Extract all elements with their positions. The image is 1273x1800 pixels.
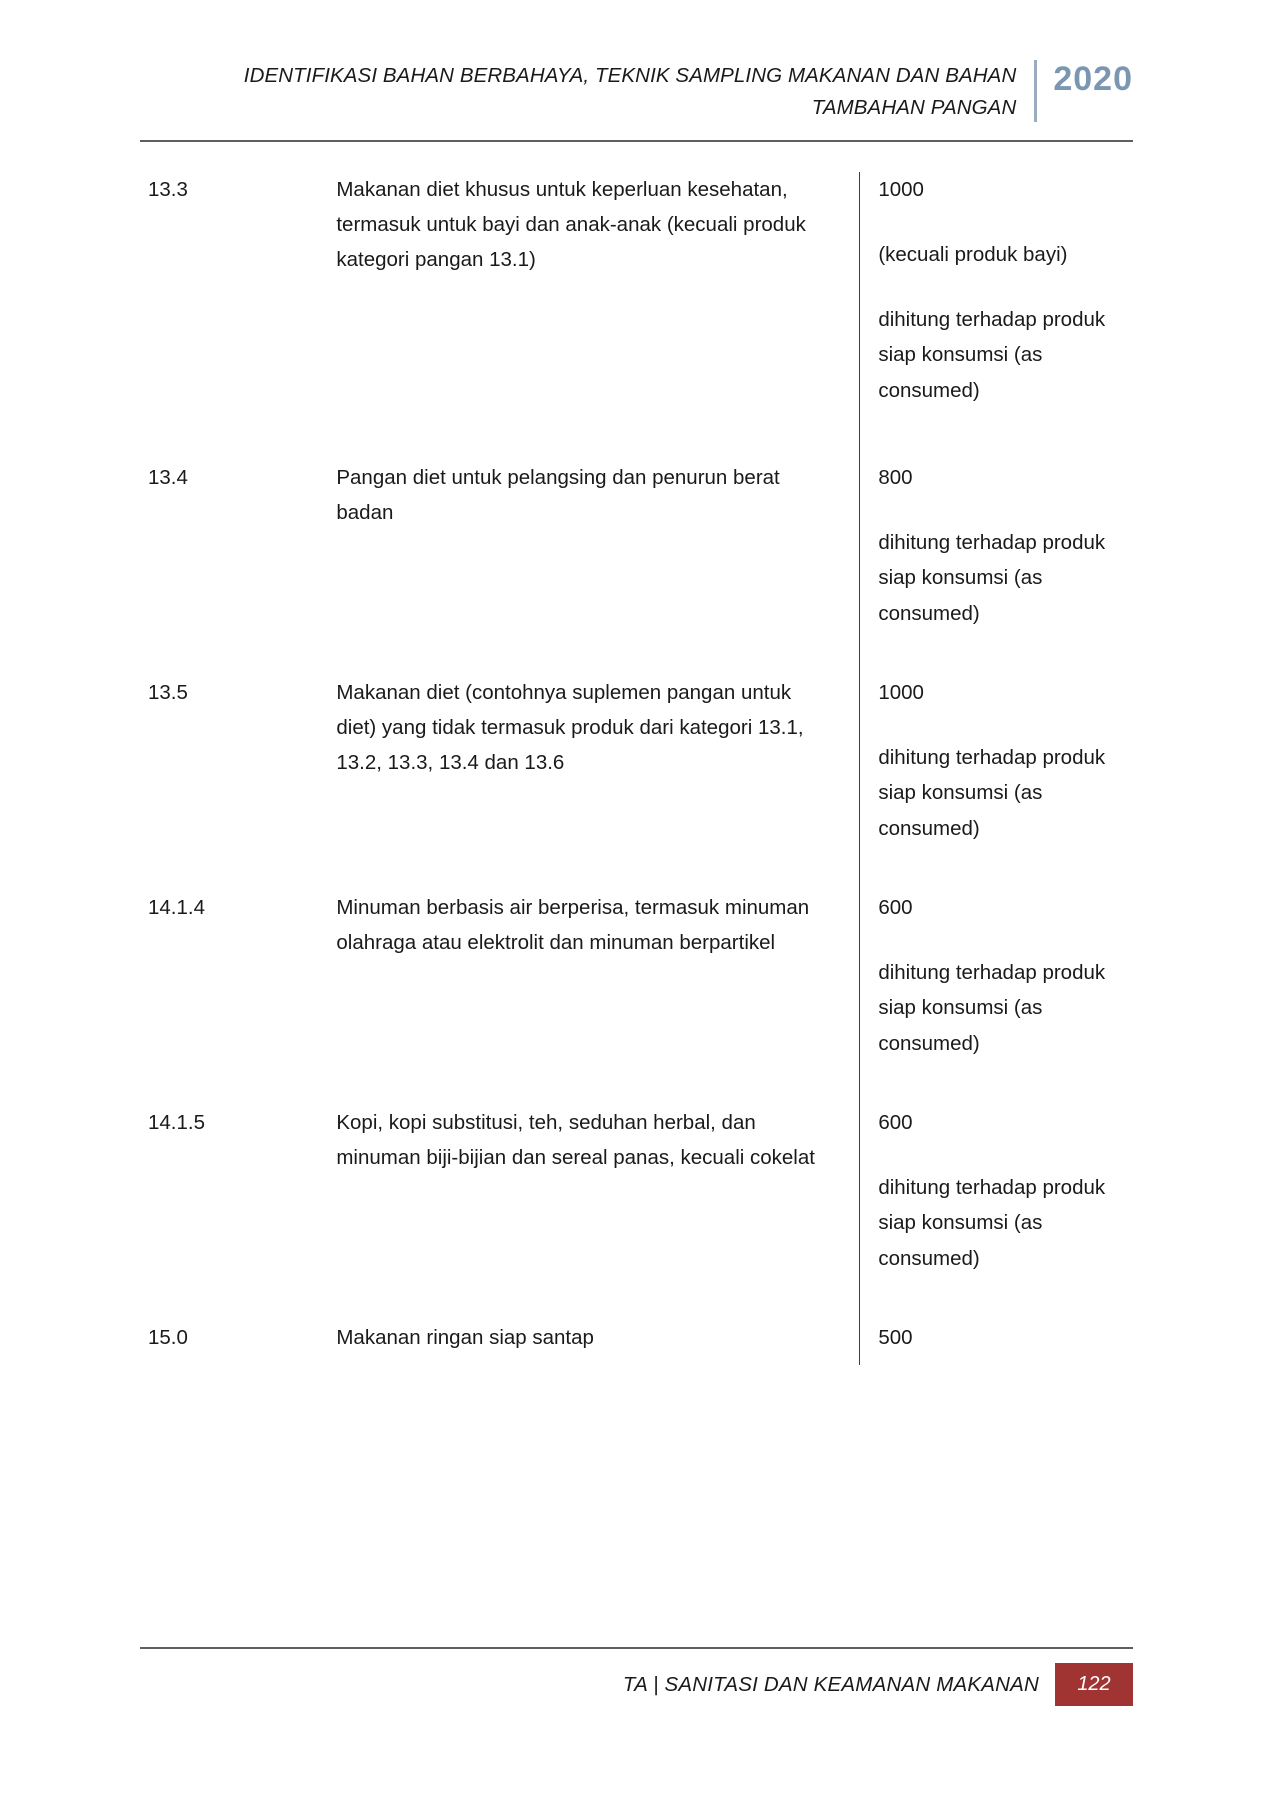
limit-note-basis: dihitung terhadap produk siap konsumsi (as consumed): [878, 531, 1106, 625]
limit-note-basis: dihitung terhadap produk siap konsumsi (as consumed): [878, 961, 1106, 1055]
row-limit: [860, 172, 1133, 460]
row-limit: [860, 890, 1133, 1105]
row-description: Makanan diet (contohnya suplemen pangan untuk diet) yang tidak termasuk produk dari kategori 13.1, 13.2, 13.3, 13.4 dan 13.6: [336, 680, 804, 775]
row-code: 13.3: [148, 177, 188, 201]
limit-value: 1000: [878, 177, 924, 201]
row-code: 14.1.5: [148, 1110, 205, 1134]
row-limit: [860, 1105, 1133, 1320]
header-title: IDENTIFIKASI BAHAN BERBAHAYA, TEKNIK SAMPLING MAKANAN DAN BAHAN TAMBAHAN PANGAN: [243, 64, 1017, 119]
footer-divider: [140, 1647, 1133, 1649]
footer-text: TA | SANITASI DAN KEAMANAN MAKANAN: [622, 1672, 1039, 1696]
limit-value: 500: [878, 1325, 913, 1349]
row-code: 15.0: [148, 1325, 188, 1349]
page-number-badge: 122: [1055, 1663, 1133, 1706]
table-row: [140, 890, 1133, 1105]
table-row: [140, 172, 1133, 460]
limit-value: 1000: [878, 680, 924, 704]
row-description: Kopi, kopi substitusi, teh, seduhan herbal, dan minuman biji-bijian dan sereal panas, kecuali cokelat: [336, 1110, 815, 1170]
page-footer: [140, 1647, 1133, 1706]
row-description: Minuman berbasis air berperisa, termasuk minuman olahraga atau elektrolit dan minuman berpartikel: [336, 895, 810, 955]
limit-value: 800: [878, 465, 913, 489]
footer-content: [140, 1663, 1133, 1706]
limit-note-basis: dihitung terhadap produk siap konsumsi (as consumed): [878, 308, 1106, 402]
table-row: [140, 460, 1133, 675]
limit-value: 600: [878, 895, 913, 919]
row-code: 13.4: [148, 465, 188, 489]
row-limit: [860, 675, 1133, 890]
row-description: Makanan diet khusus untuk keperluan kesehatan, termasuk untuk bayi dan anak-anak (kecuali produk kategori pangan 13.1): [336, 177, 806, 272]
table-row: [140, 1320, 1133, 1365]
limit-note-exception: (kecuali produk bayi): [878, 242, 1068, 266]
limit-value: 600: [878, 1110, 913, 1134]
row-description: Makanan ringan siap santap: [336, 1325, 594, 1349]
table-row: [140, 1105, 1133, 1320]
page-header: [140, 0, 1133, 124]
header-year: 2020: [1053, 60, 1133, 98]
header-divider: [140, 140, 1133, 142]
row-code: 14.1.4: [148, 895, 205, 919]
row-description: Pangan diet untuk pelangsing dan penurun berat badan: [336, 465, 780, 525]
row-limit: [860, 1320, 1133, 1365]
header-year-container: [1034, 60, 1133, 122]
limit-note-basis: dihitung terhadap produk siap konsumsi (as consumed): [878, 746, 1106, 840]
table-row: [140, 675, 1133, 890]
row-limit: [860, 460, 1133, 675]
row-code: 13.5: [148, 680, 188, 704]
limit-note-basis: dihitung terhadap produk siap konsumsi (as consumed): [878, 1176, 1106, 1270]
food-category-limits-table: [140, 172, 1133, 1366]
